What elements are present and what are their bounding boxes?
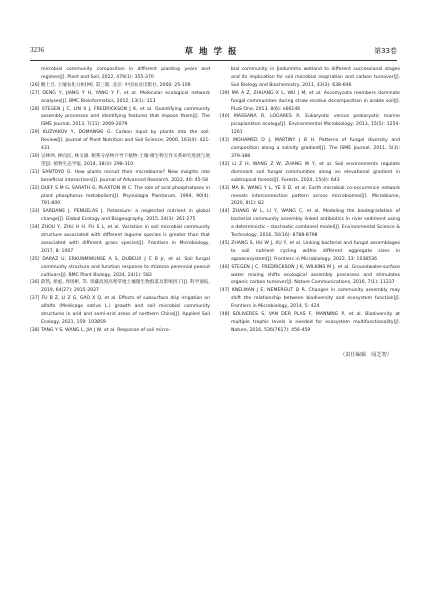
reference-45: [45] ZHANG S, HU W J, XU Y, et al. Linking bacterial and fungal assemblages to soil nutrient cycling within different aggregate sizes in agroecosystem[J]. Frontiers in Microbiology, 2022, 13: 1038536 bbox=[220, 240, 400, 262]
reference-38: [38] TANG Y S, WANG L, JIA J W, et al. Response of soil micro- bbox=[30, 327, 171, 333]
reference-30: [30] 吴林坤, 林向民, 林文雄. 根系分泌物介导下植物-土壤-微生物互作关系研究进展与展望[J]. 植物生态学报, 2014, 38(3): 298-310 bbox=[30, 153, 210, 167]
reference-31: [31] SANTOYO G. How plants recruit their microbiome? New insights into beneficial interactions[J]. Journal of Advanced Research, 2022, 40: 45-58 bbox=[30, 169, 210, 183]
page-number: 3236 bbox=[30, 46, 44, 54]
reference-41: [41] MOHAMED D J, MARTINY J B H. Patterns of fungal diversity and composition along a salinity gradient[J]. The ISME Journal, 2011, 5(3): 379-388 bbox=[220, 138, 400, 159]
reference-40: [40] MASSANA R, LOGARES R. Eukaryotic versus prokaryotic marine picoplankton ecology[J]. Environmental Microbiology, 2013, 15(5): 1254-1261 bbox=[220, 114, 400, 136]
reference-37: [37] FU B Z, LI Z G, GAO X Q, et al. Effects of subsurface drip irrigation on alfalfa (Medicago sativa L.) growth and soil microbial community structures in arid and semi-arid areas of northern China[J]. Applied Soil Ecology, 2021, 159: 103859 bbox=[30, 296, 210, 325]
reference-26: [26] 鲍士旦. 土壤农化分析[M]. 第三版. 北京: 中国农业出版社, 2000: 25-109 bbox=[30, 82, 191, 88]
right-column bbox=[220, 66, 400, 358]
journal-title: 草地学报 bbox=[184, 47, 243, 57]
reference-list bbox=[30, 82, 210, 335]
reference-32: [32] DUFF S M G, SARATH G, PLAXTON W C. The role of acid phosphatases in plant phosphorus metabolism[J]. Physiologia Plantarum, 1994, 90(4): 791-800 bbox=[30, 185, 210, 207]
reference-27: [27] DENG Y, JIANG Y H, YANG Y F, et al. Molecular ecological network analyses[J]. BMC Bioinformatics, 2012, 13(1): 113 bbox=[30, 90, 210, 104]
editor-note: （责任编辑 闵芝智） bbox=[340, 351, 392, 358]
reference-42: [42] LI Z H, WANG Z W, ZHANG W Y, et al. Soil environments regulate dominant soil fungal communities along an elevational gradient in subtropical forests[J]. Forests, 2024, 15(4): 643 bbox=[220, 161, 400, 183]
volume-label: 第33卷 bbox=[374, 47, 397, 55]
reference-46: [46] STEGEN J C, FREDRICKSON J K, WILKINS M J, et al. Groundwater-surface water mixing shifts ecological assembly processes and stimulates organic carbon turnover[J]. Nature Communications, 2016, 7(1): 11237 bbox=[220, 264, 400, 286]
reference-36: [36] 薛凯, 侯彪, 周扬彬, 等. 青藏高原高寒草地土壤微生物群落及影响因子[J]. 科学通报, 2019, 64(27): 2915-2927 bbox=[30, 280, 210, 294]
left-column bbox=[30, 66, 210, 335]
reference-continuation: bial community in Jiadunmha wetland to different successional stages and its implication for soil microbial respiration and carbon turnover[J]. Soil Biology and Biochemistry, 2011, 43(3): 638-646 bbox=[231, 67, 400, 88]
reference-29: [29] KUZYAKOV Y, DOMANSKI G. Carbon input by plants into the soil. Review[J]. Journal of Plant Nutrition and Soil Science, 2000, 163(4): 421-431 bbox=[30, 130, 210, 152]
reference-28: [28] STEGEN J C, LIN X J, FREDRICKSON J K, et al. Quantifying community assembly processes and identifying features that impose them[J]. The ISME Journal, 2013, 7(11): 2069-2079 bbox=[30, 106, 210, 128]
reference-44: [44] ZHANG W L, LI Y, WANG C, et al. Modeling the biodegradation of bacterial community assembly linked antibiotics in river sediment using a deterministic - stochastic combined model[J]. Environmental Science & Technology, 2016, 50(16): 8788-8798 bbox=[220, 209, 400, 239]
running-header bbox=[30, 46, 397, 58]
reference-continuation: microbial community composition in different planting years and regimes[J]. Plant and Soil, 2022, 479(1): 355-370 bbox=[41, 67, 210, 80]
reference-47: [47] KNELMAN J E, NEMERGUT D R. Changes in community assembly may shift the relationship between biodiversity and ecosystem function[J]. Frontiers in Microbiology, 2014, 5: 424 bbox=[220, 288, 400, 310]
header-divider bbox=[30, 60, 397, 61]
reference-35: [35] DARAZ U, ERKUNMWUNSE A S, DUBEUX J C B Jr, et al. Soil fungal community structure and function response to rhizoma perennial peanut cultivars[J]. BMC Plant Biology, 2024, 24(1): 582 bbox=[30, 256, 210, 278]
reference-39: [39] MA A Z, ZHUANG X L, WU J M, et al. Ascomycota members dominate fungal communities during straw residue decomposition in arable soil[J]. PLoS One, 2013, 8(6): e66146 bbox=[220, 90, 400, 112]
reference-34: [34] ZHOU Y, ZHU H H, FU S L, et al. Variation in soil microbial community structure associated with different legume species is greater than that associated with different grass species[J]. Frontiers in Microbiology, 2017, 8: 1007 bbox=[30, 225, 210, 254]
reference-43: [43] MA B, WANG Y L, YE S D, et al. Earth microbial co-occurrence network reveals interconnection pattern across microbiomes[J]. Microbiome, 2020, 8(1): 82 bbox=[220, 185, 400, 207]
reference-48: [48] SOLIVERES S, VAN DER PLAS F, MANNING P, et al. Biodiversity at multiple trophic levels is needed for ecosystem multifunctionality[J]. Nature, 2016, 536(7617): 456-459 bbox=[220, 312, 400, 333]
reference-33: [33] SARDANS J, PENUELAS J. Potassium: a neglected nutrient in global change[J]. Global Ecology and Biogeography, 2015, 24(3): 261-275 bbox=[30, 209, 210, 223]
reference-list bbox=[220, 90, 400, 335]
